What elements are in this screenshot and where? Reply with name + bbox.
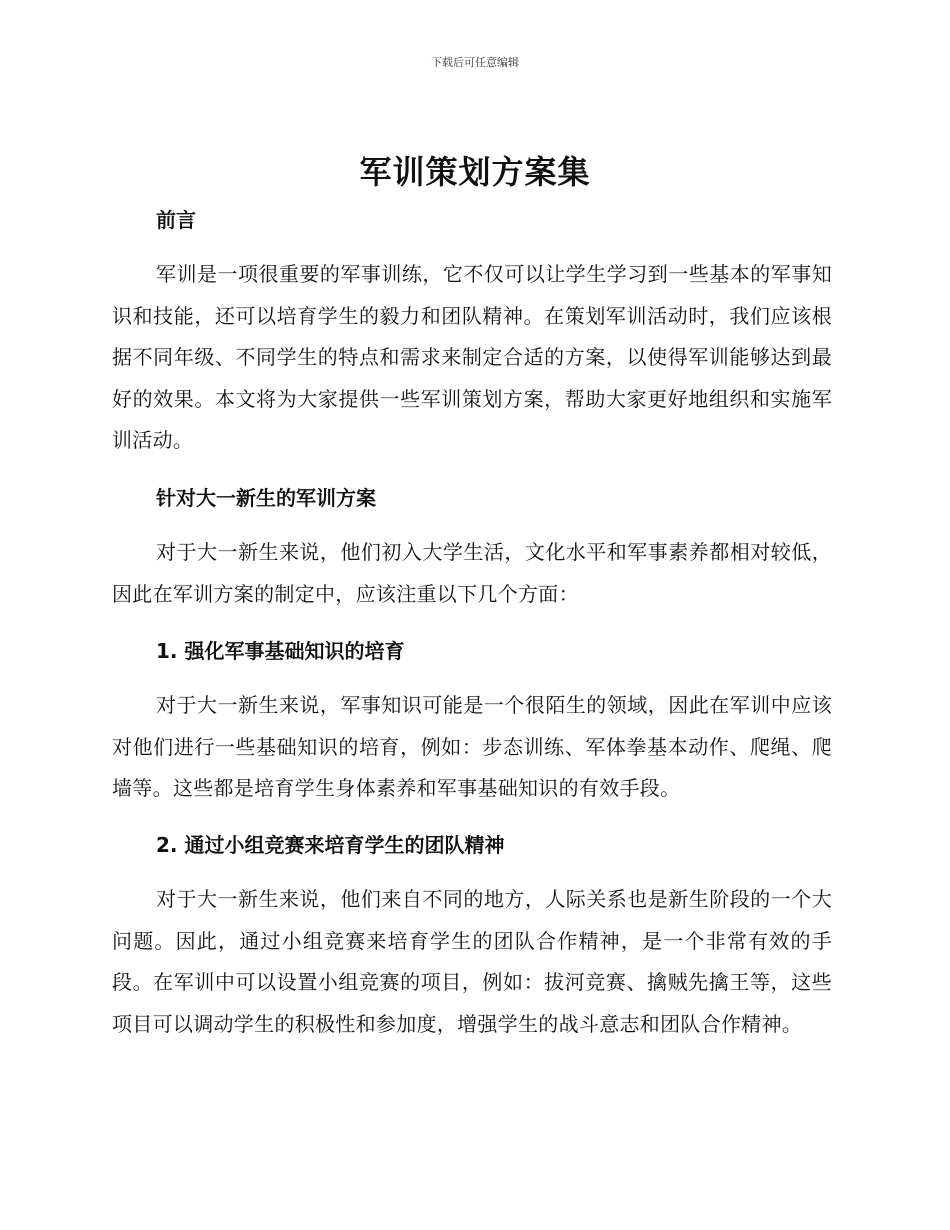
section-paragraph-basic-knowledge: 对于大一新生来说，军事知识可能是一个很陌生的领域，因此在军训中应该对他们进行一些基础知识的培育，例如：步态训练、军体拳基本动作、爬绳、爬墙等。这些都是培育学生身体素养和军事基础知识的有效手段。 [112,693,832,800]
section-paragraph-preface: 军训是一项很重要的军事训练，它不仅可以让学生学习到一些基本的军事知识和技能，还可以培育学生的毅力和团队精神。在策划军训活动时，我们应该根据不同年级、不同学生的特点和需求来制定合适的方案，以使得军训能够达到最好的效果。本文将为大家提供一些军训策划方案，帮助大家更好地组织和实施军训活动。 [112,262,832,452]
section-heading-basic-knowledge: 1. 强化军事基础知识的培育 [156,639,405,663]
section-paragraph-team-spirit: 对于大一新生来说，他们来自不同的地方，人际关系也是新生阶段的一个大问题。因此，通过小组竞赛来培育学生的团队合作精神，是一个非常有效的手段。在军训中可以设置小组竞赛的项目，例如：拔河竞赛、擒贼先擒王等，这些项目可以调动学生的积极性和参加度，增强学生的战斗意志和团队合作精神。 [112,887,832,1036]
section-heading-freshman-plan: 针对大一新生的军训方案 [156,486,376,510]
document-title: 军训策划方案集 [359,153,591,191]
header-note: 下载后可任意编辑 [431,56,519,69]
section-heading-preface: 前言 [156,208,196,232]
section-heading-team-spirit: 2. 通过小组竞赛来培育学生的团队精神 [156,833,505,857]
section-paragraph-freshman-plan: 对于大一新生来说，他们初入大学生活，文化水平和军事素养都相对较低，因此在军训方案的制定中，应该注重以下几个方面： [112,540,832,606]
